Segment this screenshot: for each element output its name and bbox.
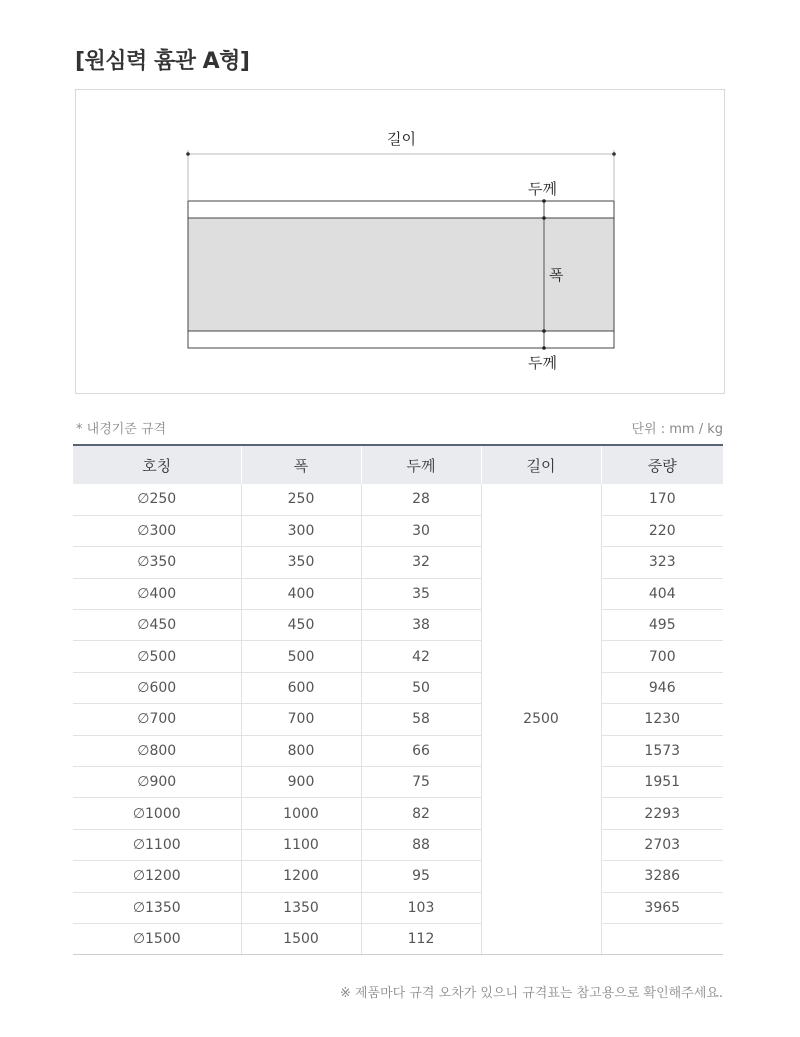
cell-name: ∅450 bbox=[73, 610, 241, 641]
cell-weight: 2293 bbox=[601, 798, 723, 829]
cell-weight: 1951 bbox=[601, 767, 723, 798]
cell-width: 500 bbox=[241, 641, 361, 672]
cell-name: ∅700 bbox=[73, 704, 241, 735]
table-row bbox=[73, 735, 723, 766]
cell-name: ∅1350 bbox=[73, 892, 241, 923]
cell-thickness: 75 bbox=[361, 767, 481, 798]
unit-note: 단위 : mm / kg bbox=[631, 422, 723, 437]
width-label: 폭 bbox=[549, 266, 564, 284]
cell-name: ∅1100 bbox=[73, 829, 241, 860]
table-header-row bbox=[73, 445, 723, 484]
header-length: 길이 bbox=[481, 445, 601, 484]
spec-table bbox=[73, 444, 723, 955]
cell-weight: 3965 bbox=[601, 892, 723, 923]
cell-name: ∅250 bbox=[73, 484, 241, 515]
cell-width: 450 bbox=[241, 610, 361, 641]
cell-width: 800 bbox=[241, 735, 361, 766]
header-name: 호칭 bbox=[73, 445, 241, 484]
cell-name: ∅300 bbox=[73, 515, 241, 546]
cell-weight: 495 bbox=[601, 610, 723, 641]
pipe-wall-bottom bbox=[188, 331, 614, 348]
cell-width: 250 bbox=[241, 484, 361, 515]
table-row bbox=[73, 484, 723, 515]
cell-weight: 946 bbox=[601, 672, 723, 703]
table-row bbox=[73, 923, 723, 954]
table-row bbox=[73, 672, 723, 703]
cell-thickness: 112 bbox=[361, 923, 481, 954]
cell-name: ∅1500 bbox=[73, 923, 241, 954]
pipe-wall-top bbox=[188, 201, 614, 218]
header-width: 폭 bbox=[241, 445, 361, 484]
cell-thickness: 28 bbox=[361, 484, 481, 515]
cell-name: ∅1200 bbox=[73, 861, 241, 892]
cell-thickness: 103 bbox=[361, 892, 481, 923]
cell-width: 350 bbox=[241, 547, 361, 578]
table-row bbox=[73, 610, 723, 641]
cell-thickness: 50 bbox=[361, 672, 481, 703]
cell-thickness: 35 bbox=[361, 578, 481, 609]
table-row bbox=[73, 578, 723, 609]
length-label: 길이 bbox=[387, 130, 416, 148]
thickness-bottom-label: 두께 bbox=[528, 354, 557, 372]
cell-name: ∅350 bbox=[73, 547, 241, 578]
table-row bbox=[73, 515, 723, 546]
cell-name: ∅800 bbox=[73, 735, 241, 766]
cell-weight bbox=[601, 923, 723, 954]
cell-weight: 323 bbox=[601, 547, 723, 578]
table-row bbox=[73, 547, 723, 578]
cell-weight: 1230 bbox=[601, 704, 723, 735]
cell-thickness: 95 bbox=[361, 861, 481, 892]
cell-name: ∅500 bbox=[73, 641, 241, 672]
cell-thickness: 42 bbox=[361, 641, 481, 672]
table-row bbox=[73, 798, 723, 829]
spec-basis-note: * 내경기준 규격 bbox=[76, 422, 167, 437]
cell-thickness: 38 bbox=[361, 610, 481, 641]
cell-weight: 3286 bbox=[601, 861, 723, 892]
cell-weight: 170 bbox=[601, 484, 723, 515]
cell-thickness: 32 bbox=[361, 547, 481, 578]
cell-width: 600 bbox=[241, 672, 361, 703]
cell-width: 1500 bbox=[241, 923, 361, 954]
cell-width: 300 bbox=[241, 515, 361, 546]
table-row bbox=[73, 704, 723, 735]
cell-weight: 2703 bbox=[601, 829, 723, 860]
cell-thickness: 66 bbox=[361, 735, 481, 766]
cell-thickness: 82 bbox=[361, 798, 481, 829]
cell-name: ∅900 bbox=[73, 767, 241, 798]
cell-weight: 220 bbox=[601, 515, 723, 546]
cell-name: ∅600 bbox=[73, 672, 241, 703]
page-title: [원심력 흄관 A형] bbox=[75, 49, 250, 74]
cell-width: 1200 bbox=[241, 861, 361, 892]
cell-name: ∅400 bbox=[73, 578, 241, 609]
table-row bbox=[73, 892, 723, 923]
cell-thickness: 30 bbox=[361, 515, 481, 546]
cell-thickness: 88 bbox=[361, 829, 481, 860]
header-weight: 중량 bbox=[601, 445, 723, 484]
cell-width: 1000 bbox=[241, 798, 361, 829]
cell-width: 1350 bbox=[241, 892, 361, 923]
cell-width: 900 bbox=[241, 767, 361, 798]
cell-width: 1100 bbox=[241, 829, 361, 860]
cell-name: ∅1000 bbox=[73, 798, 241, 829]
header-thickness: 두께 bbox=[361, 445, 481, 484]
cell-width: 700 bbox=[241, 704, 361, 735]
cell-weight: 1573 bbox=[601, 735, 723, 766]
thickness-top-label: 두께 bbox=[528, 180, 557, 198]
table-row bbox=[73, 767, 723, 798]
cell-weight: 404 bbox=[601, 578, 723, 609]
cell-length: 2500 bbox=[481, 484, 601, 955]
table-row bbox=[73, 861, 723, 892]
pipe-diagram bbox=[75, 89, 725, 394]
footnote: ※ 제품마다 규격 오차가 있으니 규격표는 참고용으로 확인해주세요. bbox=[339, 986, 723, 1001]
cell-weight: 700 bbox=[601, 641, 723, 672]
table-row bbox=[73, 641, 723, 672]
cell-width: 400 bbox=[241, 578, 361, 609]
table-row bbox=[73, 829, 723, 860]
cell-thickness: 58 bbox=[361, 704, 481, 735]
